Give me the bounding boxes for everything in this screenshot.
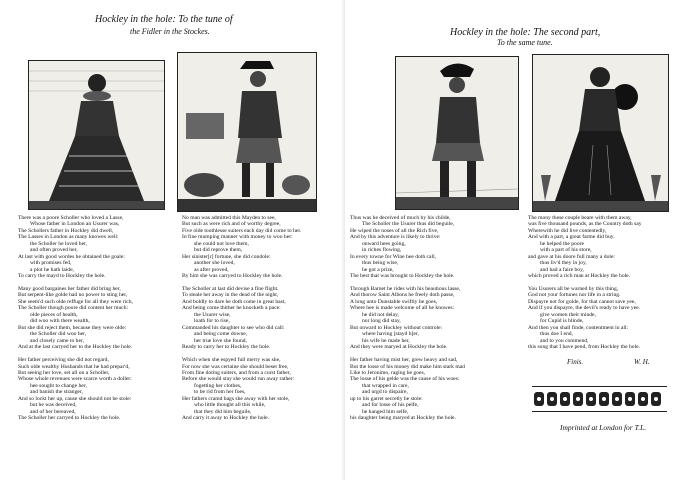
verse-line: And they were maryed at Hockley the hole. xyxy=(350,344,448,351)
verse-line: And so lockt her up, cause she should not be stole: xyxy=(18,395,132,402)
verse-line: Whose whole revenues were scarce worth a doller: xyxy=(18,376,132,383)
verse-line: And by this adventure is likely to thrive: xyxy=(350,234,441,241)
verse-line: Her father perceiving she did not regard, xyxy=(18,357,109,364)
verse-line: To carry the mayd to Hockley the hole. xyxy=(18,273,106,280)
verse-line: with promises fed, xyxy=(30,260,72,267)
verse-line: his daughter being maryed at Hockley the hole. xyxy=(350,415,456,422)
verse-line: which proved a rich man at Hockley the hole. xyxy=(528,273,631,280)
verse-line: the Scholler he loved her, xyxy=(30,240,88,247)
verse-line: There was a poore Scholler who loved a Lasse, xyxy=(18,215,124,221)
woodcut-woman-fan xyxy=(532,54,669,212)
verse-column-left-2 xyxy=(182,215,332,422)
verse-line: she could not love them, xyxy=(194,240,249,247)
verse-line: and closely came to her, xyxy=(30,337,84,344)
verse-line: up to his garret secretly he stole: xyxy=(350,395,423,402)
verse-line: Commanded his daughter to see who did call: xyxy=(182,324,285,331)
verse-line: for Cupid is blinde, xyxy=(540,318,584,325)
verse-line: The losse of his gelde was the cause of his woes: xyxy=(350,376,460,383)
verse-line: where having [stayd h]er, xyxy=(362,331,419,338)
verse-line: In every towne for Wine hee doth call, xyxy=(350,253,437,260)
verse-line: he got a prize, xyxy=(362,266,394,273)
verse-line: and had a faire boy, xyxy=(540,266,584,273)
verse-line: But she did reject them, because they were olde: xyxy=(18,324,127,331)
verse-line: At last with good wordes he obtained the goale: xyxy=(18,253,125,260)
verse-line: the Scholler did woo her, xyxy=(30,331,87,338)
verse-column-right-2 xyxy=(528,215,688,351)
verse-line: that they did him beguile, xyxy=(194,408,252,415)
verse-line: He wiped the noses of all the Rich five, xyxy=(350,227,439,234)
verse-line: By him she was carryed to Hockley the hole. xyxy=(182,273,283,280)
verse-line: onward hees going, xyxy=(362,240,406,247)
verse-line: and for losse of his pelfe, xyxy=(362,402,419,409)
verse-line: And boldly to dare he doth come in great hast, xyxy=(182,298,286,305)
verse-line: Her father having mist her, grew heavy and sad, xyxy=(350,357,458,364)
verse-line: The Schollers father in Hockley did dwell, xyxy=(18,227,114,234)
verse-line: To steale her away in the dead of the night, xyxy=(182,292,279,299)
woodcut-lady xyxy=(28,60,165,210)
verse-line: he hanged him selfe, xyxy=(362,408,409,415)
verse-line: and of her bereaved, xyxy=(30,408,76,415)
imprint-line: Imprinted at London for T.L. xyxy=(560,423,647,432)
verse-line: and being come downe, xyxy=(194,331,248,338)
ballad-subtitle-right: To the same tune. xyxy=(497,38,553,47)
ballad-page-right xyxy=(345,0,690,480)
verse-line: The Scholler her carryed to Hockley the hole. xyxy=(18,415,121,422)
verse-line: olde pieces of health, xyxy=(30,311,78,318)
verse-line: Like to Jeronimo, raging he goes, xyxy=(350,369,426,376)
verse-line: You Usurers all be warned by this thing, xyxy=(528,286,619,293)
verse-line: Whose father in London an Usurer was, xyxy=(30,221,120,228)
ballad-subtitle-left: the Fidler in the Stockes. xyxy=(130,27,210,36)
woodcut-man xyxy=(395,56,519,210)
woodcut-gentleman xyxy=(177,52,317,212)
verse-line: thus being wise, xyxy=(362,260,399,267)
verse-line: and to you commend, xyxy=(540,337,589,344)
verse-line: The mony these couple beare with them away, xyxy=(528,215,632,221)
author-initials: W. H. xyxy=(634,358,650,366)
verse-column-left-1 xyxy=(18,215,168,422)
verse-line: and banish the stranger, xyxy=(30,389,83,396)
verse-line: he did not delay, xyxy=(362,311,399,318)
verse-line: in riches flowing, xyxy=(362,247,402,254)
verse-line: And if you dispayre, the devil's ready to have yee. xyxy=(528,305,641,312)
verse-line: The Scholler at last did devise a fine flight. xyxy=(182,286,279,293)
verse-line: her true love she found, xyxy=(194,337,247,344)
verse-line: The Scholler though poore did content her much: xyxy=(18,305,129,312)
verse-line: The Scholler the Usurer thus did beguile, xyxy=(362,221,455,228)
verse-line: And then you shall finde, contentment in all: xyxy=(528,324,629,331)
verse-line: Dispayre not for golde, for that cannot save yee, xyxy=(528,298,636,305)
verse-line: Which when she espyed full merry was she, xyxy=(182,357,281,364)
verse-line: fogetting her clothes, xyxy=(194,382,242,389)
verse-line: Thus was he deceived of much by his childe, xyxy=(350,215,451,221)
verse-line: Before she would stay she would run away rather: xyxy=(182,376,295,383)
verse-line: his wife he made her, xyxy=(362,337,410,344)
verse-line: Wherewith he did live contentedly, xyxy=(528,227,607,234)
verse-line: Her fathers cramd bags she away with her stole, xyxy=(182,395,290,402)
verse-line: Where hee is made welcome of all he knowes: xyxy=(350,305,455,312)
verse-line: The best that was brought to Hockley the hole. xyxy=(350,273,455,280)
verse-line: loath for to rise, xyxy=(194,318,230,325)
verse-line: And with a part, a great farme did buy. xyxy=(528,234,615,241)
verse-line: From fine doting suiters, and from a curst father, xyxy=(182,369,291,376)
verse-column-right-1 xyxy=(350,215,510,422)
verse-line: but did reprove them, xyxy=(194,247,243,254)
verse-line: hee sought to change her, xyxy=(30,382,87,389)
verse-line: thus liv'd they in joy, xyxy=(540,260,587,267)
verse-line: But such as were rich and of worthy degree, xyxy=(182,221,281,228)
verse-line: with a part of his store, xyxy=(540,247,592,254)
ballad-title-right: Hockley in the hole: The second part, xyxy=(450,27,601,38)
verse-line: another she loved, xyxy=(194,260,235,267)
verse-line: But onward to Hockley without controle: xyxy=(350,324,443,331)
verse-line: No man was admitted this Mayden to see, xyxy=(182,215,276,221)
verse-line: But seeing her love, set all on a Scholler, xyxy=(18,369,110,376)
finis-label: Finis. xyxy=(567,358,584,366)
verse-line: And carry it away to Hockley the hole. xyxy=(182,415,269,422)
verse-line: And at the last carryed her to the Hockley the hole. xyxy=(18,344,133,351)
verse-line: Five olde toothlesse suiters each day did come to her. xyxy=(182,227,302,234)
verse-line: In fine mumping manner with money to woo her: xyxy=(182,234,293,241)
verse-line: Such olde wealthy Husbands that he had prepar'd, xyxy=(18,363,130,370)
verse-line: and gave at his doore full many a dole: xyxy=(528,253,615,260)
verse-line: who little thought all this while, xyxy=(194,402,266,409)
verse-line: Her sinister[r] fortune, she did condole: xyxy=(182,253,271,260)
verse-line: but he was deceived, xyxy=(30,402,77,409)
verse-line: to be rid from her foes, xyxy=(194,389,246,396)
verse-line: But the losse of his money did make him stark mad xyxy=(350,363,465,370)
verse-line: But serpent-like golde had no power to sting her, xyxy=(18,292,128,299)
printers-ornament xyxy=(532,386,667,412)
verse-line: and often proved her, xyxy=(30,247,78,254)
verse-line: And being come thither he knocketh a pace: xyxy=(182,305,281,312)
verse-line: And thorow Saint Albons he freely doth passe, xyxy=(350,292,455,299)
verse-line: Through Barnet he rides with his beautious lasse, xyxy=(350,286,461,293)
verse-line: and urgd to dispaire, xyxy=(362,389,408,396)
verse-line: the Usurer wise, xyxy=(194,311,231,318)
verse-line: God not your fortunes nor life in a string. xyxy=(528,292,621,299)
verse-line: that wrapped in care, xyxy=(362,382,409,389)
verse-line: was five thousand pounds, as the Country doth say xyxy=(528,221,642,228)
verse-line: nor long did stay, xyxy=(362,318,401,325)
verse-line: Ready to carry her to Hockley the hole. xyxy=(182,344,271,351)
verse-line: he helped the poore xyxy=(540,240,584,247)
verse-line: A long unto Dunstable swiftly he goes, xyxy=(350,298,438,305)
verse-line: give women their minde, xyxy=(540,311,596,318)
verse-line: thus doe I end, xyxy=(540,331,573,338)
verse-line: Many good bargaines her father did bring her, xyxy=(18,286,121,293)
verse-line: this song that I have pend, from Hockley the hole. xyxy=(528,344,641,351)
verse-line: For now she was certaine she should beset free, xyxy=(182,363,289,370)
verse-line: a plot he hath laide, xyxy=(30,266,74,273)
ballad-title-left: Hockley in the hole: To the tune of xyxy=(95,14,233,25)
verse-line: as after proved, xyxy=(194,266,229,273)
verse-line: did woo with there wealth, xyxy=(30,318,90,325)
verse-line: The Lasses in London as many knowes well: xyxy=(18,234,119,241)
verse-line: She seem'd such olde reffuge for all they were rich, xyxy=(18,298,133,305)
